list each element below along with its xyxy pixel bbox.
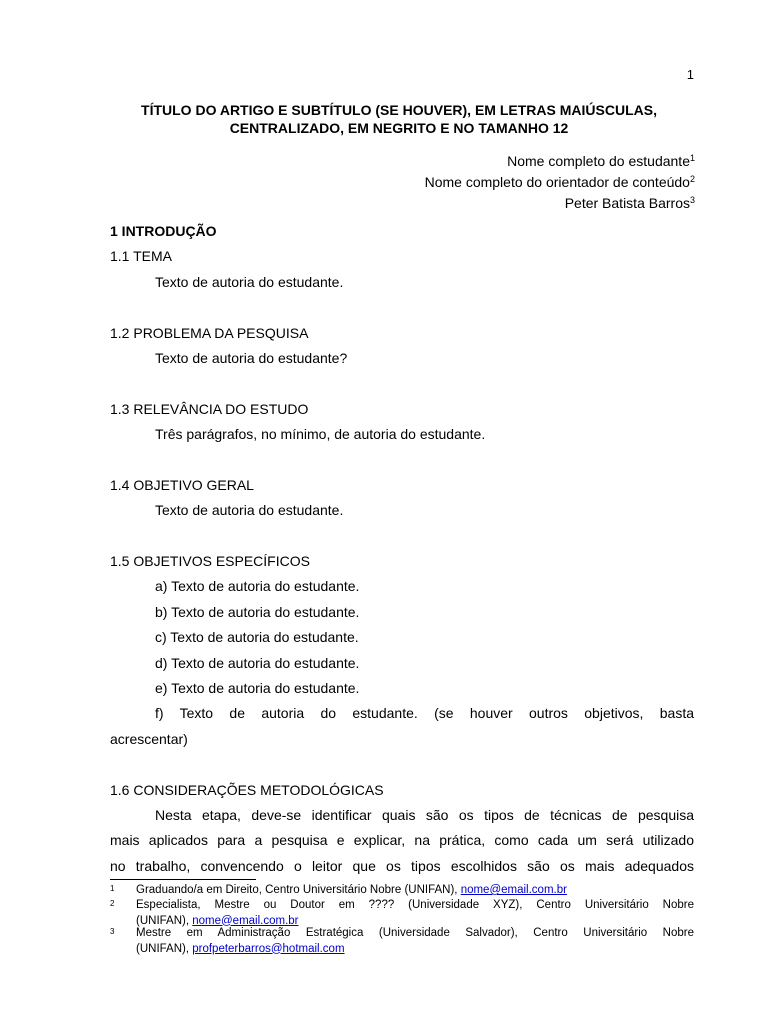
list-item: d) Texto de autoria do estudante. <box>155 654 360 671</box>
paragraph-metodologia-line-3: no trabalho, convencendo o leitor que os tipos escolhidos são os mais adequados <box>110 857 694 874</box>
footnote-ref-2: 2 <box>689 174 695 184</box>
subsection-heading-relevancia: 1.3 RELEVÂNCIA DO ESTUDO <box>110 400 309 417</box>
author-block <box>425 151 695 214</box>
article-title <box>100 101 698 137</box>
footnote-number: 2 <box>110 899 115 908</box>
footnote-1: 1 Graduando/a em Direito, Centro Universitário Nobre (UNIFAN), nome@email.com.br <box>110 883 694 899</box>
list-item: e) Texto de autoria do estudante. <box>155 680 360 697</box>
paragraph-tema: Texto de autoria do estudante. <box>155 273 344 290</box>
list-item: b) Texto de autoria do estudante. <box>155 603 360 620</box>
footnote-3: 3 Mestre em Administração Estratégica (Universidade Salvador), Centro Universitário Nobre (UNIFAN), profpeterbarros@hotmail.com <box>110 926 694 957</box>
footnote-number: 1 <box>110 884 115 893</box>
section-heading-intro: 1 INTRODUÇÃO <box>110 223 217 239</box>
page-number: 1 <box>686 67 694 82</box>
list-item: a) Texto de autoria do estudante. <box>155 578 360 595</box>
footnote-separator <box>110 879 256 880</box>
paragraph-metodologia-line-1: Nesta etapa, deve-se identificar quais são os tipos de técnicas de pesquisa <box>155 806 694 823</box>
footnote-2: 2 Especialista, Mestre ou Doutor em ???? (Universidade XYZ), Centro Universitário Nobre (UNIFAN), nome@email.com.br <box>110 898 694 929</box>
author-student: Nome completo do estudante$^1$ <box>507 153 695 169</box>
title-line-2: CENTRALIZADO, EM NEGRITO E NO TAMANHO 12 <box>229 120 569 136</box>
paragraph-objetivo-geral: Texto de autoria do estudante. <box>155 502 344 519</box>
author-coauthor: Peter Batista Barros$^3$ <box>564 195 695 211</box>
footnote-email-link[interactable]: nome@email.com.br <box>192 914 299 927</box>
document-body <box>110 219 694 879</box>
footnote-number: 3 <box>110 927 115 936</box>
footnote-ref-3: 3 <box>689 195 695 205</box>
footnote-email-link[interactable]: profpeterbarros@hotmail.com <box>192 942 345 955</box>
footnote-ref-1: 1 <box>689 153 695 163</box>
subsection-heading-metodologia: 1.6 CONSIDERAÇÕES METODOLÓGICAS <box>110 781 384 798</box>
subsection-heading-tema: 1.1 TEMA <box>110 248 172 265</box>
paragraph-metodologia-line-2: mais aplicados para a pesquisa e explicar, na prática, como cada um será utilizado <box>110 832 694 849</box>
title-line-1: TÍTULO DO ARTIGO E SUBTÍTULO (SE HOUVER), EM LETRAS MAIÚSCULAS, <box>141 102 657 118</box>
subsection-heading-objetivo-geral: 1.4 OBJETIVO GERAL <box>110 476 254 493</box>
author-advisor: Nome completo do orientador de conteúdo$^2$ <box>424 174 695 190</box>
paragraph-problema: Texto de autoria do estudante? <box>155 349 348 366</box>
subsection-heading-objetivos-especificos: 1.5 OBJETIVOS ESPECÍFICOS <box>110 553 310 570</box>
subsection-heading-problema: 1.2 PROBLEMA DA PESQUISA <box>110 324 309 341</box>
list-item-f: f) Texto de autoria do estudante. (se houver outros objetivos, basta <box>155 705 694 722</box>
paragraph-relevancia: Três parágrafos, no mínimo, de autoria do estudante. <box>155 426 486 443</box>
list-item-f-continuation: acrescentar) <box>110 730 188 747</box>
footnote-email-link[interactable]: nome@email.com.br <box>460 884 567 896</box>
list-item: c) Texto de autoria do estudante. <box>155 629 359 646</box>
